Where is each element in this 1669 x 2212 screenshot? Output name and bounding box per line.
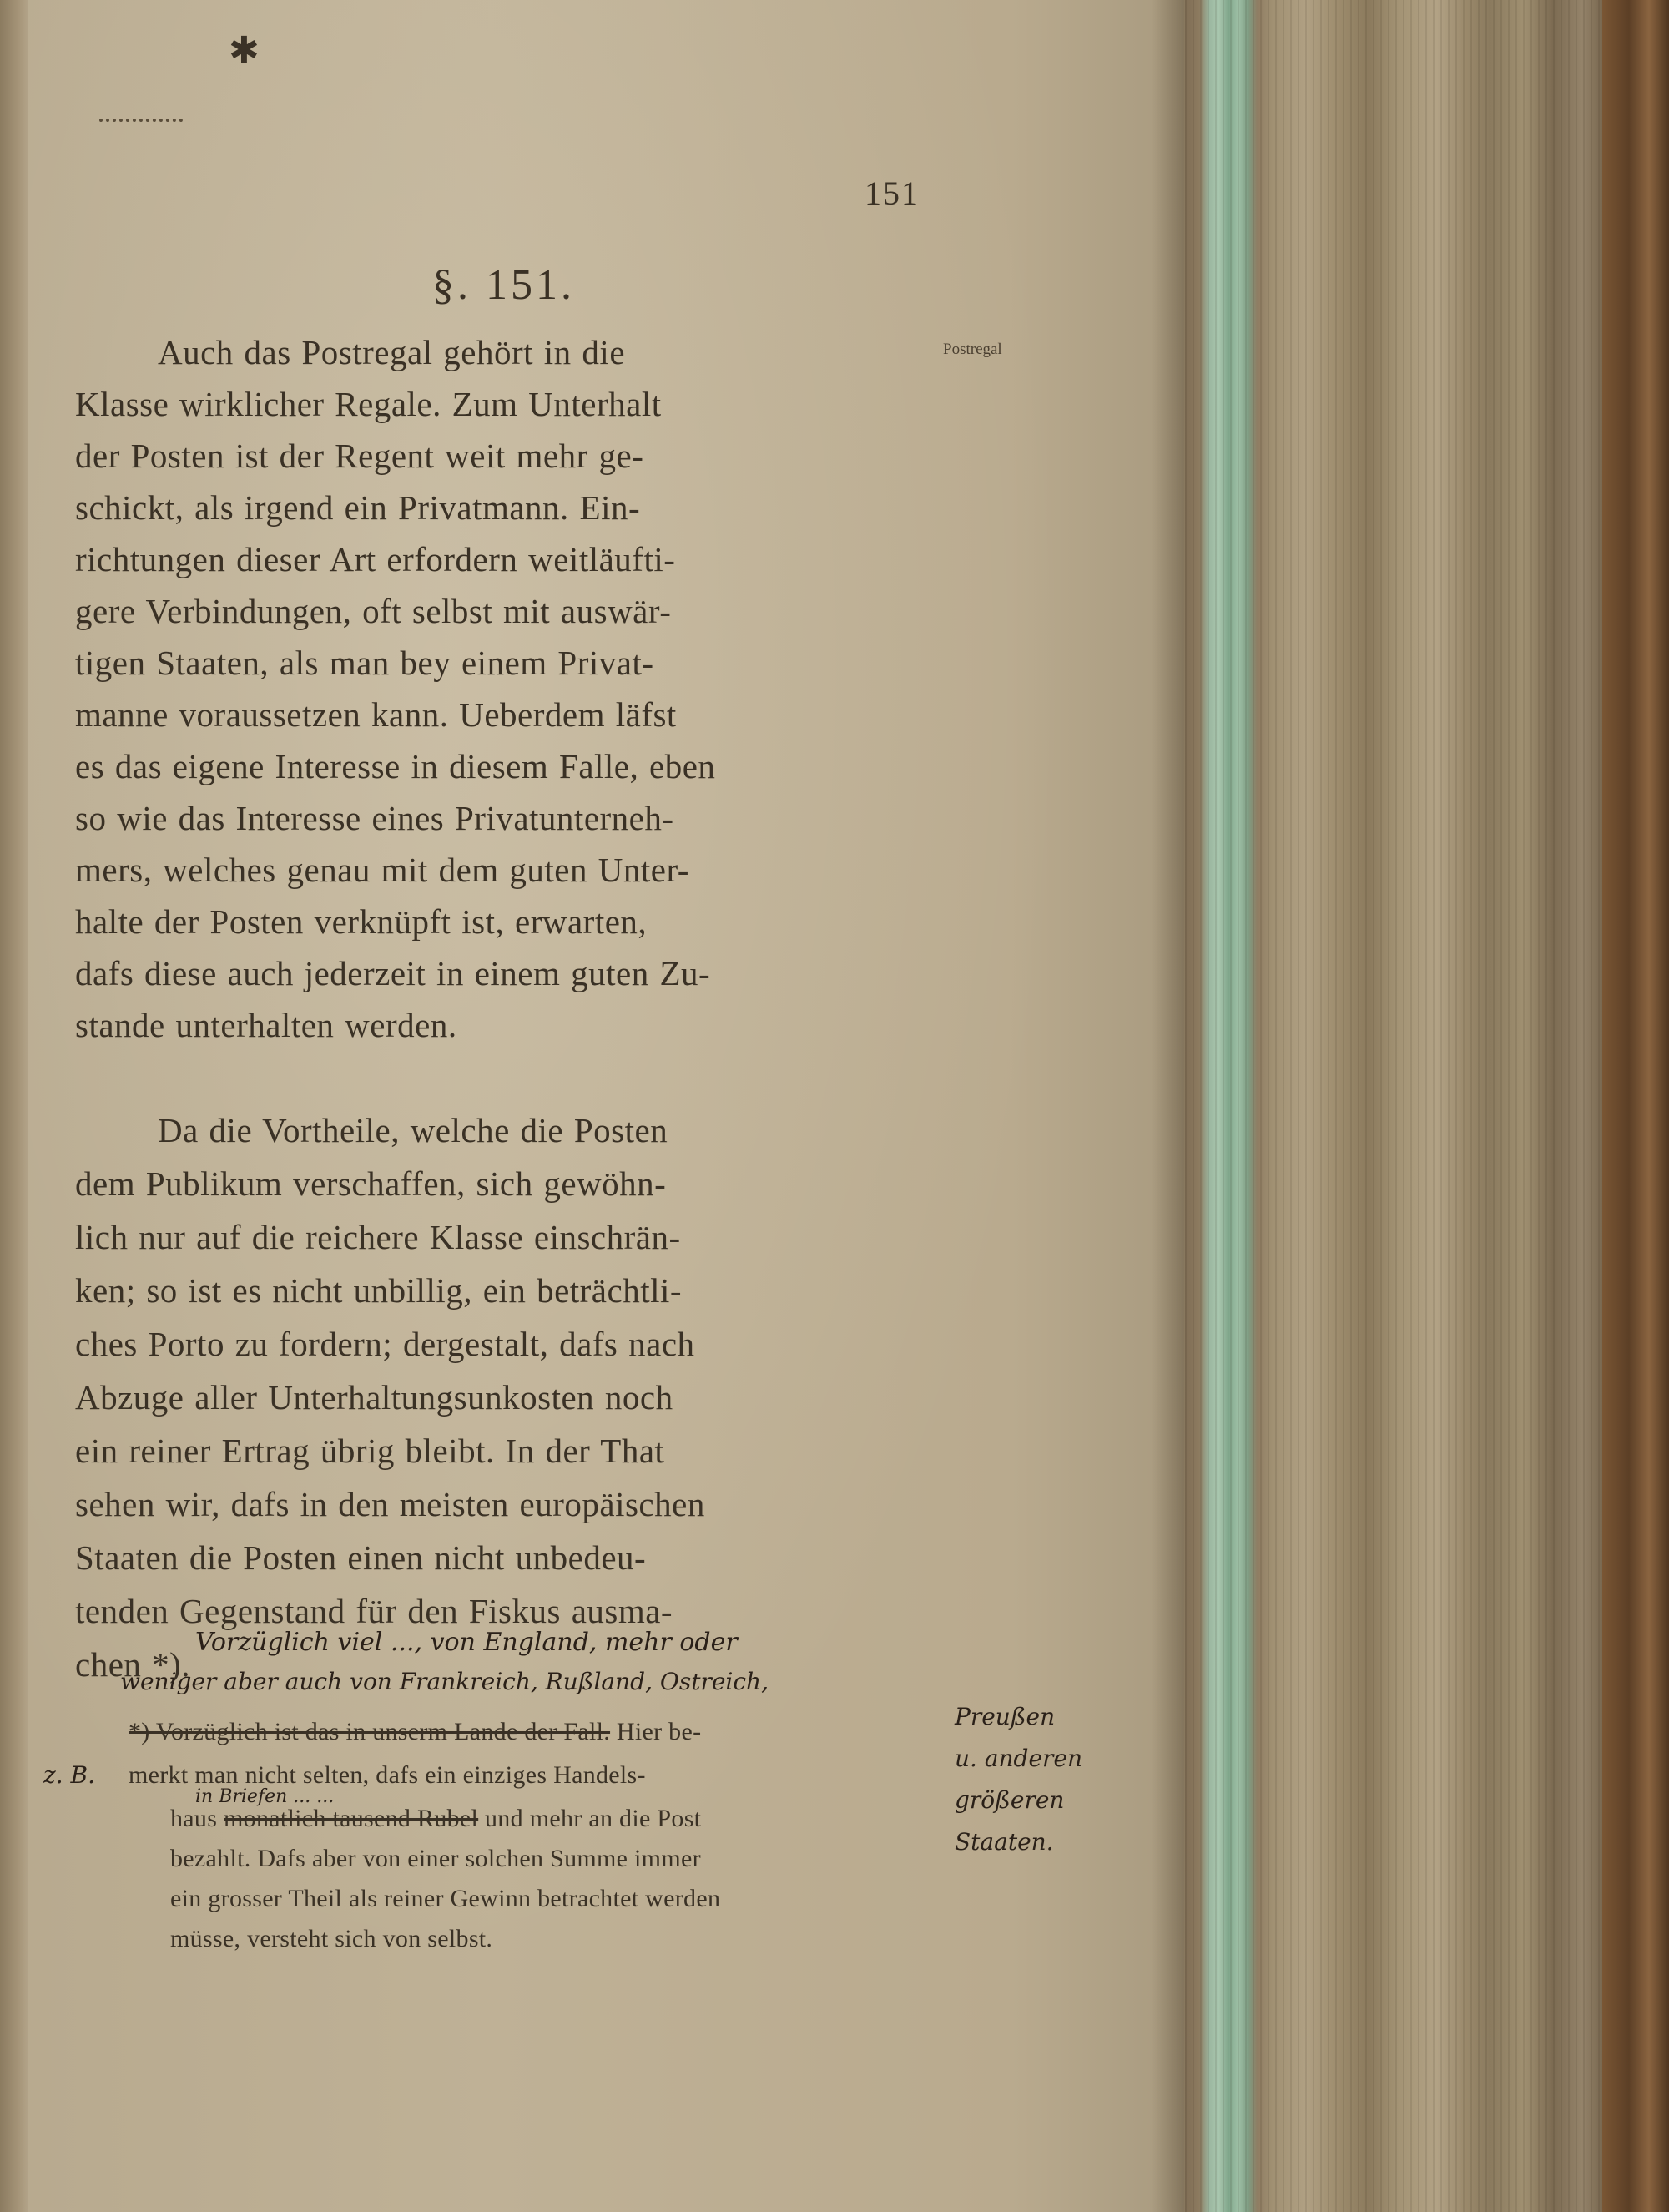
text-line: Klasse wirklicher Regale. Zum Unterhalt bbox=[75, 385, 662, 423]
text-line: sehen wir, dafs in den meisten europäischen bbox=[75, 1485, 705, 1523]
text-line: tenden Gegenstand für den Fiskus ausma- bbox=[75, 1592, 673, 1630]
text-line: halte der Posten verknüpft ist, erwarten, bbox=[75, 902, 648, 941]
text-line: der Posten ist der Regent weit mehr ge- bbox=[75, 437, 644, 475]
handwritten-line: größeren bbox=[955, 1786, 1065, 1814]
footnote-line: ein grosser Theil als reiner Gewinn betrachtet werden bbox=[170, 1885, 721, 1912]
text-line: gere Verbindungen, oft selbst mit auswär- bbox=[75, 592, 672, 630]
ink-mark: ✱ bbox=[229, 29, 260, 72]
footnote-text: haus bbox=[170, 1805, 218, 1832]
text-line: ches Porto zu fordern; dergestalt, dafs nach bbox=[75, 1325, 695, 1363]
text-line: chen *). bbox=[75, 1645, 191, 1684]
text-line: richtungen dieser Art erfordern weitläufti- bbox=[75, 540, 676, 578]
footnote-line: bezahlt. Dafs aber von einer solchen Summe immer bbox=[170, 1845, 701, 1872]
text-line: Da die Vortheile, welche die Posten bbox=[158, 1111, 668, 1149]
handwritten-line: Preußen bbox=[955, 1703, 1056, 1730]
text-line: es das eigene Interesse in diesem Falle, eben bbox=[75, 747, 716, 785]
text-line: Abzuge aller Unterhaltungsunkosten noch bbox=[75, 1378, 673, 1417]
page-number: 151 bbox=[865, 174, 920, 212]
text-line: mers, welches genau mit dem guten Unter- bbox=[75, 851, 689, 889]
footnote-line: merkt man nicht selten, dafs ein einziges Handels- bbox=[129, 1761, 646, 1789]
handwritten-line: Staaten. bbox=[955, 1828, 1054, 1856]
struck-text: monatlich tausend Rubel bbox=[224, 1805, 479, 1832]
footnote-line bbox=[170, 1805, 701, 1833]
text-line: so wie das Interesse eines Privatunterneh- bbox=[75, 799, 674, 837]
handwritten-annotation: in Briefen ... ... bbox=[195, 1786, 335, 1807]
footnote-line: müsse, versteht sich von selbst. bbox=[170, 1925, 493, 1952]
footnote-text: Hier be- bbox=[616, 1718, 702, 1745]
struck-text: *) Vorzüglich ist das in unserm Lande der Fall. bbox=[129, 1718, 611, 1745]
footnote-text: und mehr an die Post bbox=[485, 1805, 702, 1832]
book-page bbox=[28, 0, 1184, 2212]
text-line: tigen Staaten, als man bey einem Privat- bbox=[75, 644, 654, 682]
text-line: ken; so ist es nicht unbillig, ein beträchtli- bbox=[75, 1271, 683, 1310]
ink-dashes bbox=[99, 119, 183, 127]
handwritten-line: u. anderen bbox=[955, 1745, 1083, 1772]
book-cover bbox=[1602, 0, 1669, 2212]
text-line: lich nur auf die reichere Klasse einschrän- bbox=[75, 1218, 681, 1256]
previous-page-edge bbox=[0, 0, 28, 2212]
handwritten-annotation: z. B. bbox=[43, 1761, 96, 1789]
text-line: manne voraussetzen kann. Ueberdem läfst bbox=[75, 695, 677, 734]
text-line: schickt, als irgend ein Privatmann. Ein- bbox=[75, 488, 641, 527]
page-edges bbox=[1185, 0, 1669, 2212]
gutter-shadow bbox=[1152, 0, 1185, 2212]
text-line: Staaten die Posten einen nicht unbedeu- bbox=[75, 1538, 647, 1577]
section-heading: §. 151. bbox=[432, 261, 575, 309]
text-line: ein reiner Ertrag übrig bleibt. In der That bbox=[75, 1432, 665, 1470]
text-line: dafs diese auch jederzeit in einem guten Zu- bbox=[75, 954, 711, 992]
marginal-note: Postregal bbox=[943, 341, 1002, 358]
handwritten-annotation: weniger aber auch von Frankreich, Rußland, Ostreich, bbox=[120, 1668, 769, 1695]
text-line: Auch das Postregal gehört in die bbox=[158, 333, 626, 371]
handwritten-annotation: Vorzüglich viel ..., von England, mehr oder bbox=[195, 1628, 738, 1657]
text-line: stande unterhalten werden. bbox=[75, 1006, 457, 1044]
footnote-line bbox=[129, 1718, 701, 1746]
text-line: dem Publikum verschaffen, sich gewöhn- bbox=[75, 1164, 667, 1203]
